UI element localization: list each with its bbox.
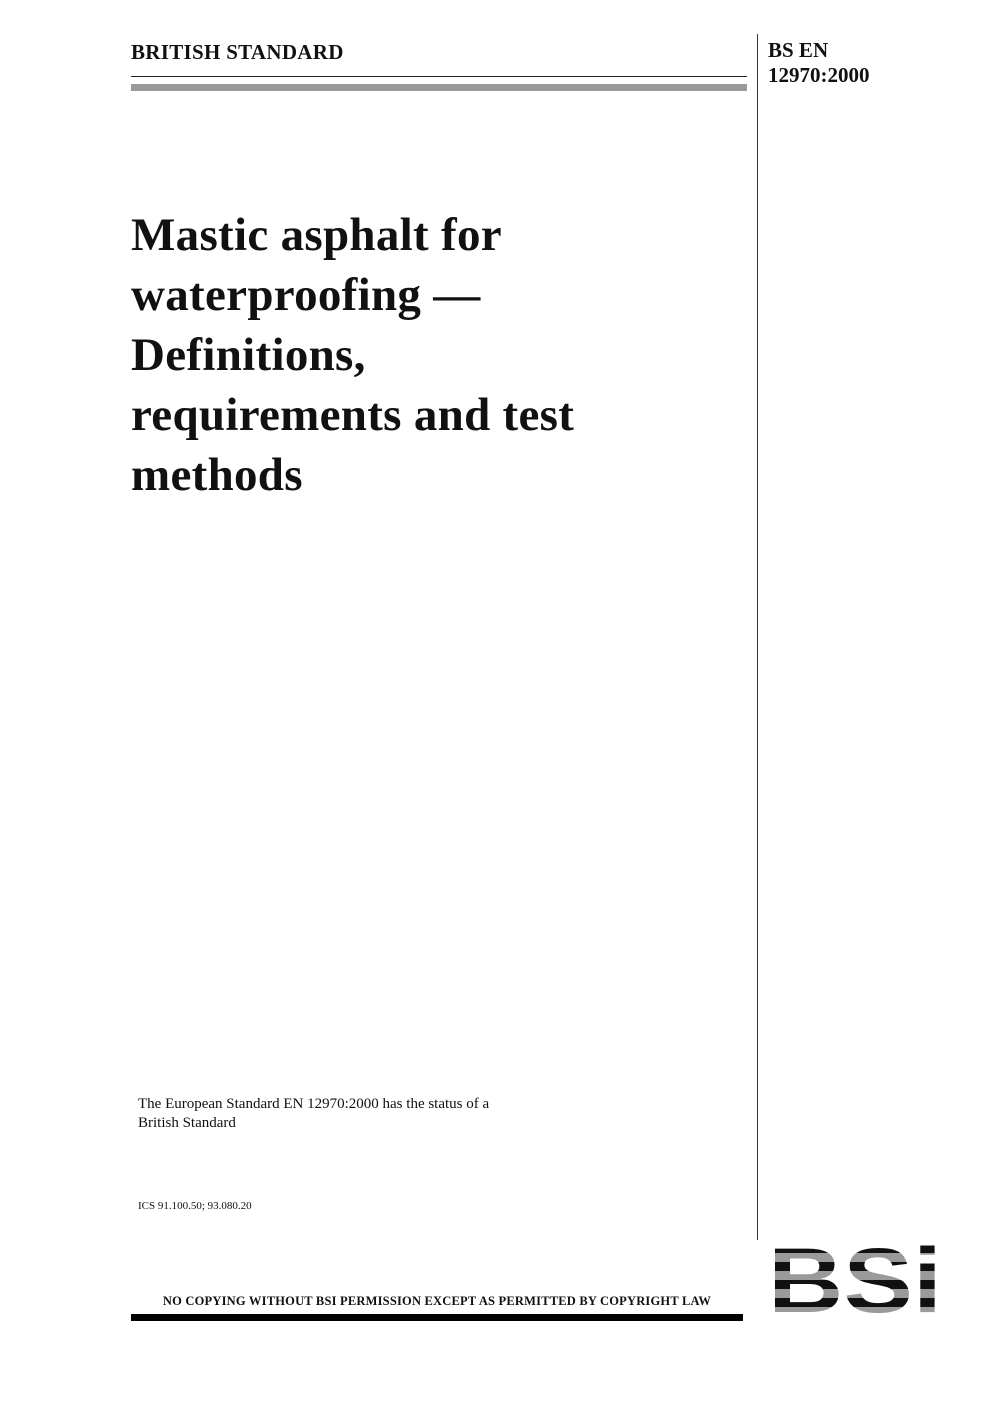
title-line: waterproofing —	[131, 269, 481, 321]
vertical-divider	[757, 34, 758, 1240]
status-line2: British Standard	[138, 1115, 236, 1131]
header-rule	[131, 84, 747, 91]
title-line: Mastic asphalt for	[131, 209, 502, 261]
header-thin-rule	[131, 76, 747, 77]
standard-number	[768, 38, 870, 88]
status-line1: The European Standard EN 12970:2000 has the status of a	[138, 1096, 490, 1112]
title-line: requirements and test	[131, 389, 575, 441]
footer-rule	[131, 1314, 743, 1321]
title-line: Definitions,	[131, 329, 366, 381]
standard-number-line1: BS EN	[768, 38, 829, 62]
standard-number-line2: 12970:2000	[768, 63, 870, 87]
title-line: methods	[131, 449, 303, 501]
document-title	[131, 205, 731, 505]
ics-code: ICS 91.100.50; 93.080.20	[138, 1200, 252, 1212]
bsi-logo-icon	[768, 1242, 942, 1322]
document-type-label: BRITISH STANDARD	[131, 40, 344, 64]
status-statement	[138, 1095, 618, 1133]
copyright-notice: NO COPYING WITHOUT BSI PERMISSION EXCEPT AS PERMITTED BY COPYRIGHT LAW	[162, 1294, 712, 1308]
